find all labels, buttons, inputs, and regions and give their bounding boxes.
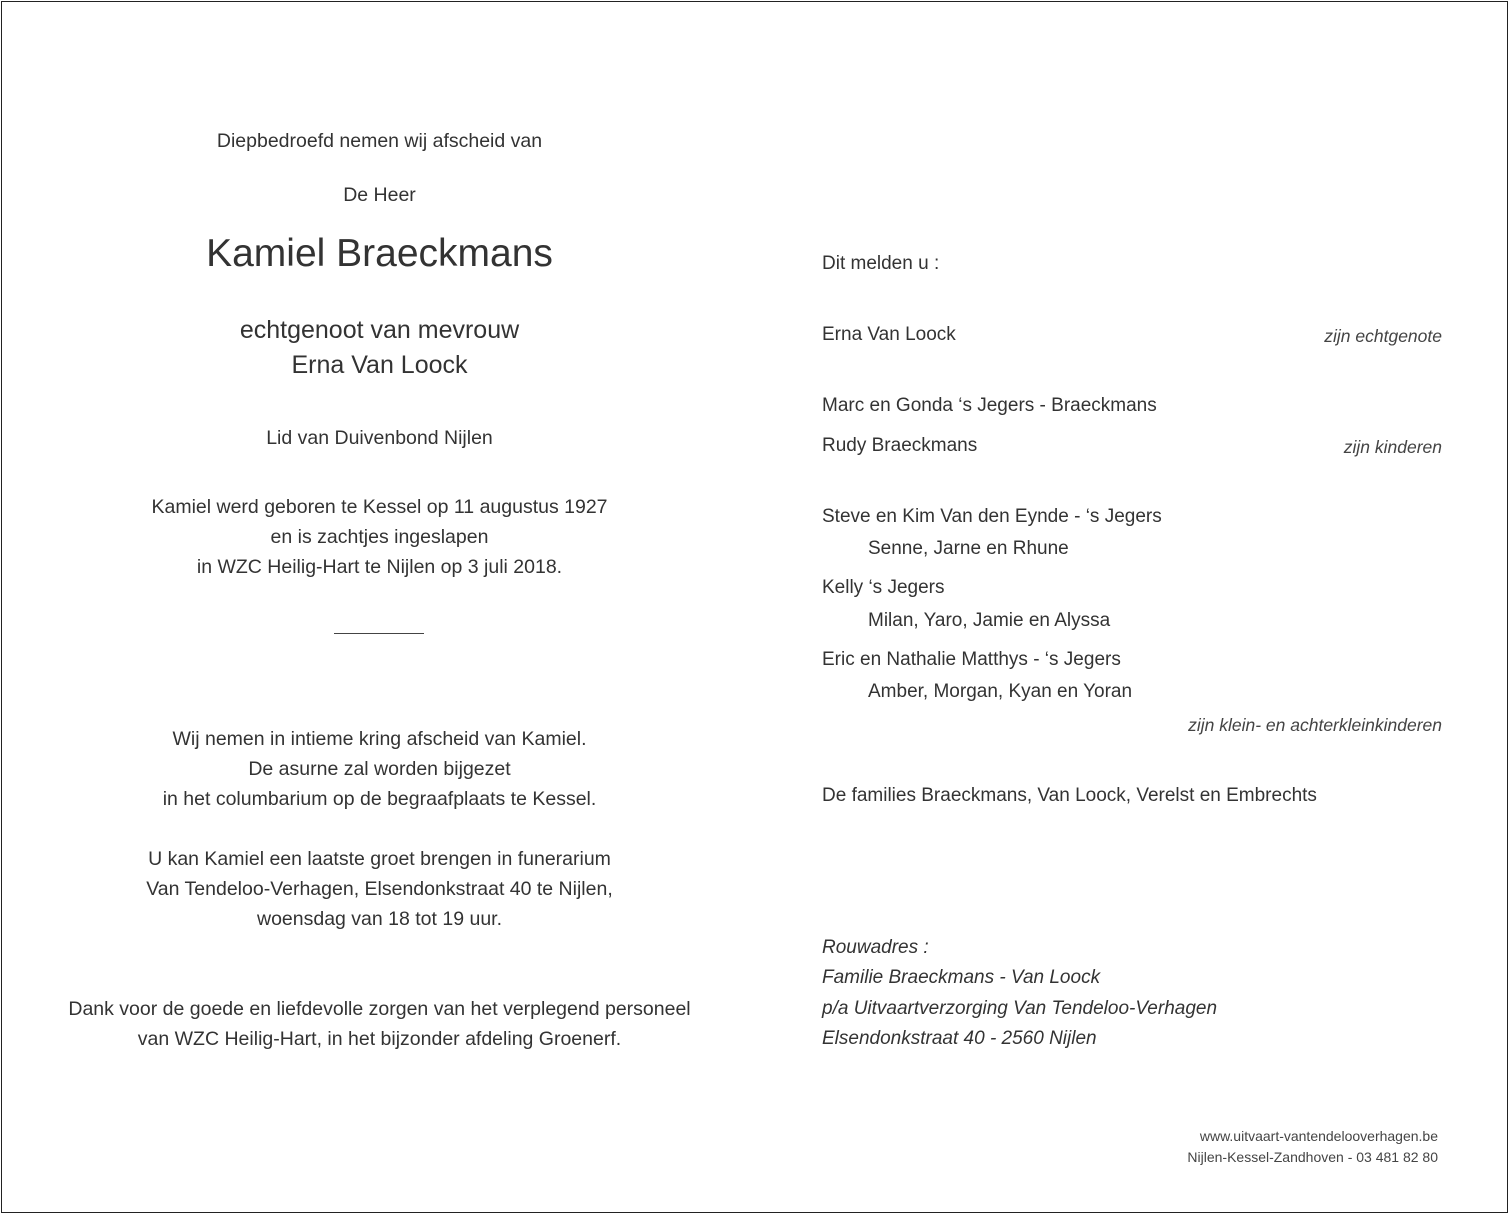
visit-line: Van Tendeloo-Verhagen, Elsendonkstraat 40 te Nijlen, [146,878,613,900]
thanks-line: Dank voor de goede en liefdevolle zorgen van het verplegend personeel [68,998,691,1020]
ceremony-line: in het columbarium op de begraafplaats te Kessel. [162,788,597,810]
address-line: p/a Uitvaartverzorging Van Tendeloo-Verhagen [822,998,1218,1019]
bio-line: in WZC Heilig-Hart te Nijlen op 3 juli 2018. [196,556,563,578]
salutation: De Heer [343,184,416,206]
thanks-line: van WZC Heilig-Hart, in het bijzonder afdeling Groenerf. [137,1028,622,1050]
grandchildren-role: zijn klein- en achterkleinkinderen [1188,715,1442,735]
spouse-line-1: echtgenoot van mevrouw [239,316,520,344]
divider [334,633,424,634]
great-grandchildren-names: Senne, Jarne en Rhune [868,538,1069,559]
intro-text: Diepbedroefd nemen wij afscheid van [216,130,543,152]
families-line: De families Braeckmans, Van Loock, Verelst en Embrechts [822,785,1317,806]
visit-line: woensdag van 18 tot 19 uur. [256,908,503,930]
grandchild-name: Steve en Kim Van den Eynde - ‘s Jegers [822,506,1162,527]
left-panel [2,2,757,1212]
spouse-line-2: Erna Van Loock [291,351,468,379]
bio-line: en is zachtjes ingeslapen [270,526,489,548]
membership-text: Lid van Duivenbond Nijlen [266,427,493,449]
spouse-role: zijn echtgenote [1324,326,1442,346]
children-role: zijn kinderen [1343,437,1442,457]
grandchild-name: Eric en Nathalie Matthys - ‘s Jegers [822,649,1121,670]
address-line: Elsendonkstraat 40 - 2560 Nijlen [822,1028,1097,1049]
great-grandchildren-names: Milan, Yaro, Jamie en Alyssa [868,610,1111,631]
great-grandchildren-names: Amber, Morgan, Kyan en Yoran [868,681,1133,702]
contact-text: Nijlen-Kessel-Zandhoven - 03 481 82 80 [1187,1149,1438,1165]
spouse-name: Erna Van Loock [822,324,956,345]
website-text: www.uitvaart-vantendelooverhagen.be [1199,1128,1438,1144]
bio-line: Kamiel werd geboren te Kessel op 11 augustus 1927 [151,496,608,518]
child-name: Marc en Gonda ‘s Jegers - Braeckmans [822,395,1157,416]
deceased-name: Kamiel Braeckmans [206,232,553,275]
visit-line: U kan Kamiel een laatste groet brengen in funerarium [148,848,611,870]
grandchild-name: Kelly ‘s Jegers [822,577,945,598]
child-name: Rudy Braeckmans [822,435,978,456]
obituary-card [1,1,1508,1213]
address-line: Familie Braeckmans - Van Loock [822,967,1101,988]
address-label: Rouwadres : [822,937,929,958]
ceremony-line: De asurne zal worden bijgezet [248,758,511,780]
announcement-heading: Dit melden u : [822,253,940,274]
ceremony-line: Wij nemen in intieme kring afscheid van Kamiel. [172,728,587,750]
